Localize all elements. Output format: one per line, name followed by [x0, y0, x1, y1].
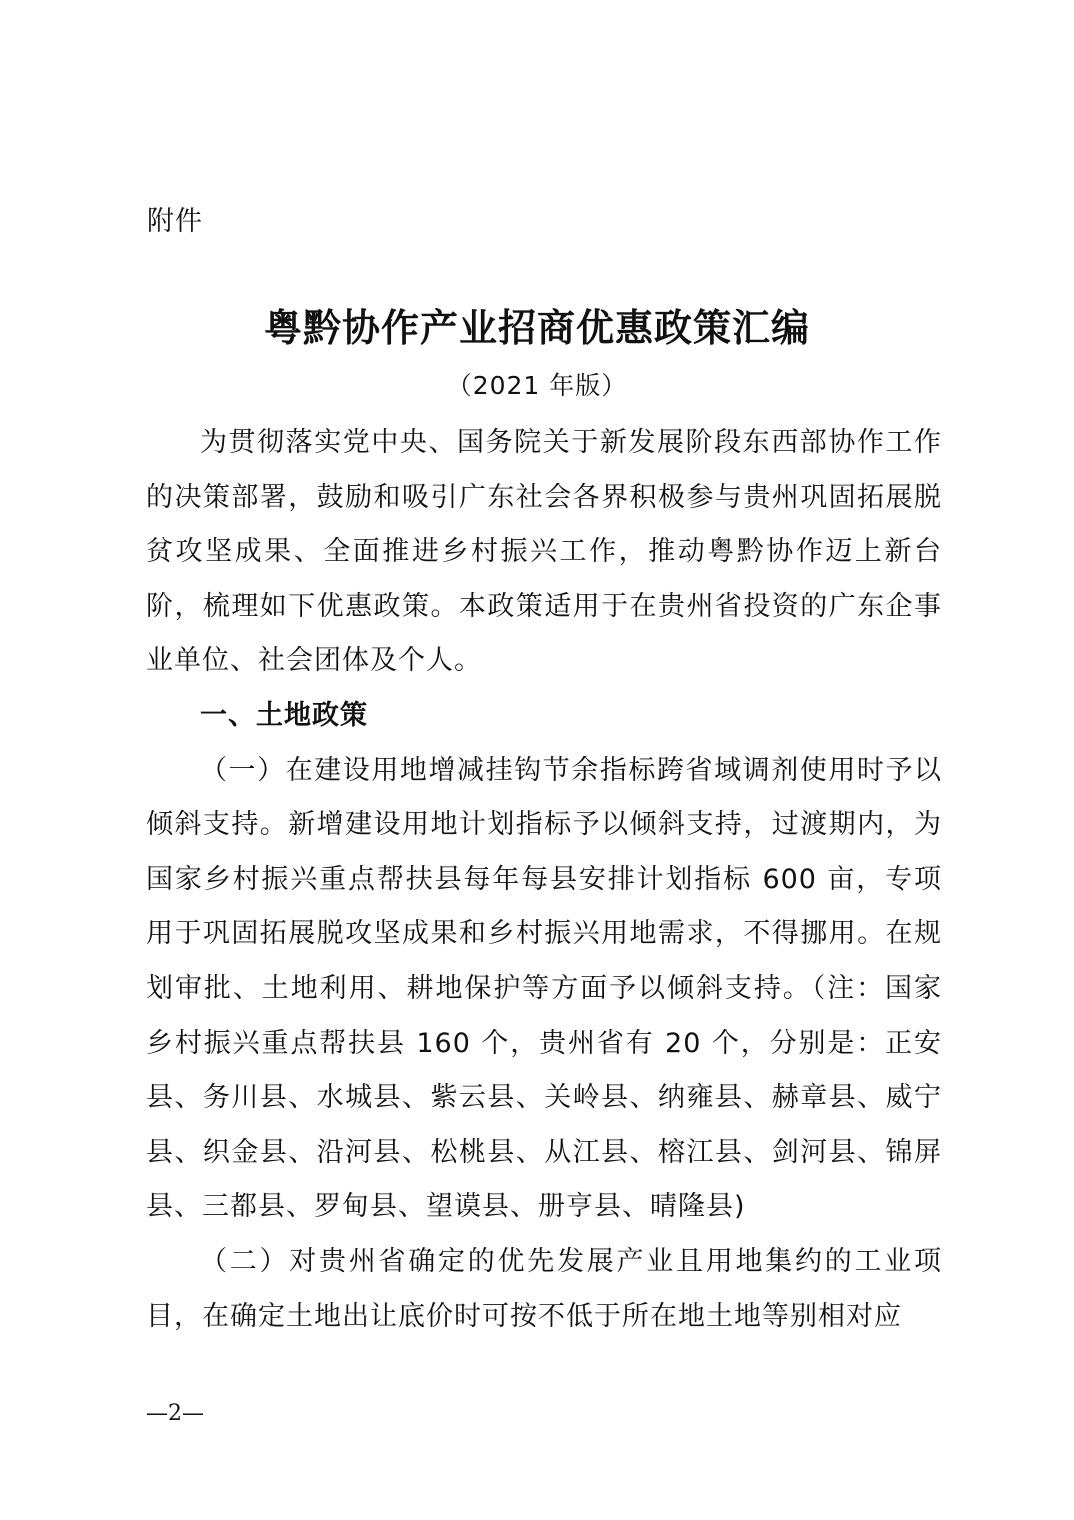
page-number: —2—: [146, 1401, 204, 1426]
intro-paragraph: 为贯彻落实党中央、国务院关于新发展阶段东西部协作工作的决策部署，鼓励和吸引广东社会各界积极参与贵州巩固拓展脱贫攻坚成果、全面推进乡村振兴工作，推动粤黔协作迈上新台阶，梳理如下优惠政策。本政策适用于在贵州省投资的广东企事业单位、社会团体及个人。: [146, 427, 942, 677]
policy-item-2: （二）对贵州省确定的优先发展产业且用地集约的工业项目，在确定土地出让底价时可按不低于所在地土地等别相对应: [146, 1245, 942, 1332]
document-title: 粤黔协作产业招商优惠政策汇编: [263, 305, 810, 350]
document-body: [146, 416, 942, 1344]
section-heading-land-policy: 一、土地政策: [200, 699, 368, 731]
policy-item-1: （一）在建设用地增减挂钩节余指标跨省域调剂使用时予以倾斜支持。新增建设用地计划指标予以倾斜支持，过渡期内，为国家乡村振兴重点帮扶县每年每县安排计划指标 600 亩，专项用于巩固拓展脱攻坚成果和乡村振兴用地需求，不得挪用。在规划审批、土地利用、耕地保护等方面予以倾斜支持。（注：国家乡村振兴重点帮扶县 160 个，贵州省有 20 个，分别是：正安县、务川县、水城县、紫云县、关岭县、纳雍县、赫章县、威宁县、织金县、沿河县、松桃县、从江县、榕江县、剑河县、锦屏县、三都县、罗甸县、望谟县、册亨县、晴隆县): [146, 754, 942, 1223]
attachment-label: 附件: [147, 206, 203, 237]
document-edition: （2021 年版）: [446, 371, 628, 400]
